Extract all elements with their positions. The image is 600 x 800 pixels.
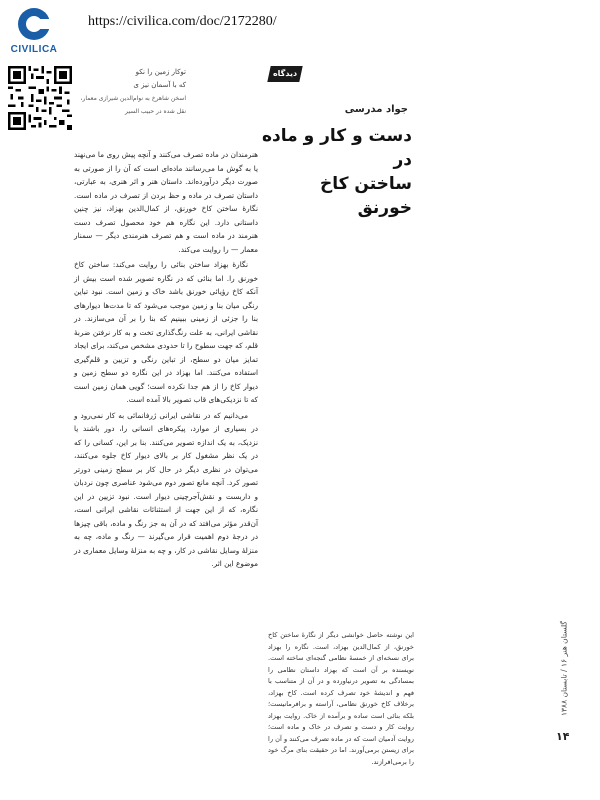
civilica-logo[interactable] [6,8,62,60]
issue-info [554,620,568,720]
body-paragraph: هنرمندان در ماده تصرف می‌کنند و آنچه پیش روی ما می‌نهند یا به گوش ما می‌رسانند ماده‌ای است که آن را از صورتی به صورت دیگر درآورده‌اند. داستان هنر و اثر هنری، به عبارتی، داستان تصرف در ماده و حظ بردن از تصرف در ماده است. نگارهٔ ساختن کاخ خورنق، از کمال‌الدین بهزاد، نیز چنین داستانی دارد. این نگاره هم خود محصول تصرف دست هنرمند در ماده است و هم تصرف هنرمندی دیگر — سمنار معمار — را روایت می‌کند. [74,150,258,254]
body-paragraph: نگارهٔ بهزاد ساختن بنائی را روایت می‌کند: ساختن کاخ خورنق را. اما بنائی که در نگاره تصویر شده است بیش از آنکه کاخ رؤیائی خورنق باشد خاک و زمین است. نبود تباین رنگی میان بنا و زمین موجب می‌شود که تا مدت‌ها دیوارهای بنا را جزئی از زمینی ببینیم که بنا را بر آن می‌سازند. در نقاشی ایرانی، به علت رنگ‌گذاری تخت و به کار نرفتن ضربهٔ قلم، که جهت سطوح را تا حدودی مشخص می‌کند، برای ایجاد تمایز میان دو سطح، از تباین رنگی و تزیین و قلم‌گیری استفاده می‌کنند. اما بهزاد در این نگاره دو سطح زمین و دیوار کاخ را از هم جدا نکرده است؛ گویی همان زمین است که تا نزدیکی‌های قاب تصویر بالا آمده است. [74,260,258,404]
section-tag [267,66,302,82]
epigraph-quote [78,66,186,118]
article-title [262,124,412,220]
page-number: ۱۴ [556,730,570,743]
quote-line-1: توکار زمین را نکو [135,68,186,76]
logo-c-gap [40,19,52,29]
body-paragraph: می‌دانیم که در نقاشی ایرانی ژرفانمائی به کار نمی‌رود و در بسیاری از موارد، پیکره‌های انسانی را، دور باشند یا نزدیک، به یک اندازه تصویر می‌کنند. بنا بر این، کسانی را که در یک نظر مشغول کار بر بالای دیوار کاخ جلوه می‌کنند، می‌توان در نظری دیگر در حال کار بر سطح زمینی دورتر تصور کرد. آنچه مانع تصور دوم می‌شود عناصری چون نردبان و داربست و نقش‌آجرچینی دیوار است. نبود تزیین در این نگاره، که از این جهت از استثنائات نقاشی ایرانی است، آن‌قدر مؤثر می‌افتد که در آن به جز رنگ و ماده، باقی چیزها در درجهٔ دوم اهمیت قرار می‌گیرند — رنگ و ماده، چه به منزلهٔ وسایل نقاشی در کار، و چه به منزلهٔ وسایل معماری در موضوع این اثر. [74,410,258,568]
qr-code-icon [8,66,72,130]
section-tag-label: دیدگاه [272,69,298,78]
logo-text: CIVILICA [10,44,58,55]
issue-label: گلستان هنر ۱۶ / تابستان ۱۳۸۸ [559,621,569,717]
author-name: جواد مدرسی [344,104,408,115]
article-abstract: این نوشته حاصل خوانشی دیگر از نگارهٔ ساختن کاخ خورنق، از کمال‌الدین بهزاد، است. نگاره را بهزاد برای نسخه‌ای از خمسهٔ نظامی گنجه‌ای ساخته است. نویسنده بر آن است که بهزاد داستان نظامی را بمسادگی به تصویر درنیاورده و در آن از متناسب با فهم و اندیشهٔ خود تصرف کرده است. کاخ بهزاد، برخلاف کاخ خورنق نظامی، آراسته و برافرمانیست؛ بلکه بنائی است ساده و برآمده از خاک. روایت بهزاد روایت کار و دست و تصرف در خاک و ماده است؛ روایت آدمیان است که در ماده تصرف می‌کنند و آن را برای زیستن برمی‌آورند. اما در حقیقت بنای مرگ خود را برمی‌افرازند. [268,631,414,766]
title-line-1: دست و کار و ماده در [262,126,412,170]
title-line-2: ساختن کاخ خورنق [319,174,412,218]
quote-source: اسخن شاهرخ به نوام‌الدین شیرازی معمار، نقل شده در حبیب السیر [80,95,186,115]
quote-line-2: که با آسمان نیز ی [133,81,186,89]
document-url[interactable]: https://civilica.com/doc/2172280/ [88,14,277,29]
article-body [74,148,258,573]
